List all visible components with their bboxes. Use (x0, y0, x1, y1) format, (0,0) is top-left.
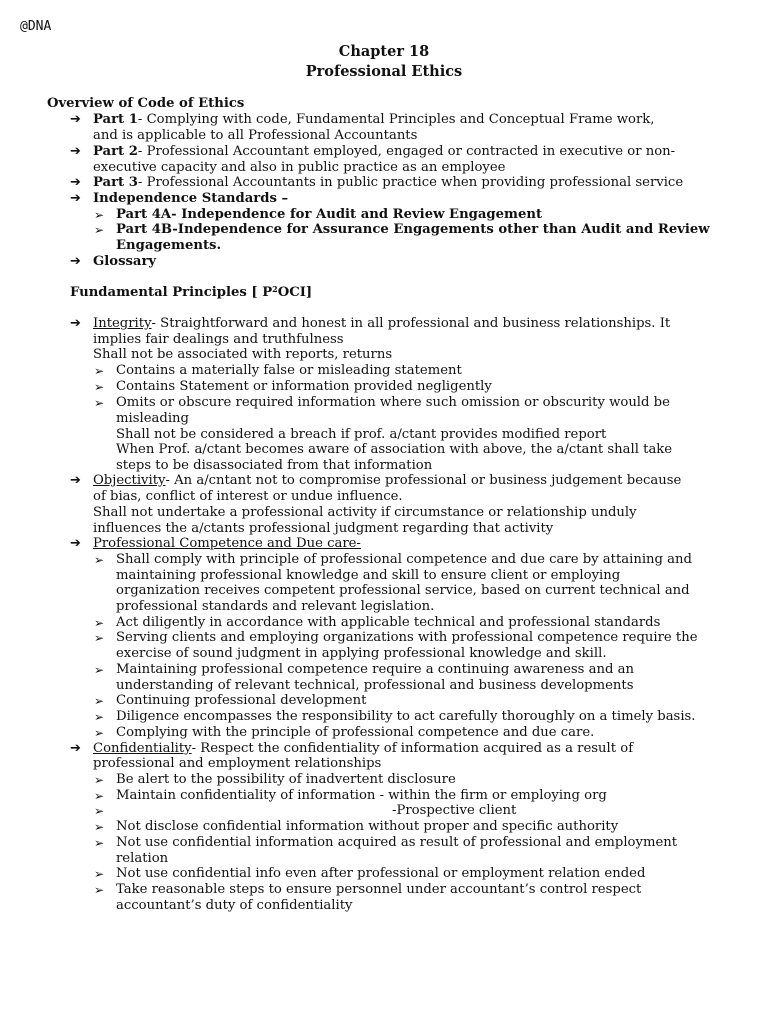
competence-bullet: Act diligently in accordance with applicable technical and professional standards (116, 615, 661, 630)
confidentiality-text: - Respect the confidentiality of information acquired as a result of (191, 741, 634, 756)
part4b-item-cont: Engagements. (116, 238, 222, 253)
competence-bullet-cont: exercise of sound judgment in applying professional knowledge and skill. (116, 646, 607, 661)
objectivity-item (93, 473, 681, 489)
integrity-term: Integrity (93, 316, 152, 331)
bullet-icon: ➢ (94, 789, 105, 803)
part3-text: - Professional Accountants in public practice when providing professional service (137, 175, 684, 190)
chapter-title: Chapter 18 (338, 43, 430, 60)
confidentiality-bullet-cont: accountant’s duty of confidentiality (116, 898, 353, 913)
confidentiality-text-cont: professional and employment relationships (93, 756, 382, 771)
competence-bullet-cont: professional standards and relevant legislation. (116, 599, 435, 614)
bullet-icon: ➢ (94, 836, 105, 850)
integrity-note: Shall not be associated with reports, returns (93, 347, 393, 362)
bullet-icon: ➢ (94, 380, 105, 394)
objectivity-text-cont: Shall not undertake a professional activity if circumstance or relationship unduly (93, 505, 637, 520)
arrow-icon: ➔ (70, 175, 81, 190)
part2-text-cont: executive capacity and also in public practice as an employee (93, 160, 506, 175)
fundamentals-heading-b: OCI] (277, 285, 313, 300)
bullet-icon: ➢ (94, 208, 105, 222)
competence-bullet: Complying with the principle of professional competence and due care. (116, 725, 595, 740)
competence-bullet: Maintaining professional competence require a continuing awareness and an (116, 662, 634, 677)
bullet-icon: ➢ (94, 883, 105, 897)
bullet-icon: ➢ (94, 773, 105, 787)
integrity-bullet: Omits or obscure required information where such omission or obscurity would be (116, 395, 670, 410)
competence-bullet-cont: maintaining professional knowledge and skill to ensure client or employing (116, 568, 621, 583)
arrow-icon: ➔ (70, 536, 81, 551)
integrity-bullet-cont: steps to be disassociated from that information (116, 458, 433, 473)
part3-item (93, 175, 683, 191)
confidentiality-bullet: Take reasonable steps to ensure personnel under accountant’s control respect (116, 882, 642, 897)
bullet-icon: ➢ (94, 631, 105, 645)
arrow-icon: ➔ (70, 254, 81, 269)
part1-text-cont: and is applicable to all Professional Accountants (93, 128, 418, 143)
bullet-icon: ➢ (94, 223, 105, 237)
bullet-icon: ➢ (94, 804, 105, 818)
integrity-bullet-cont: Shall not be considered a breach if prof. a/ctant provides modified report (116, 427, 607, 442)
competence-bullet: Continuing professional development (116, 693, 367, 708)
confidentiality-bullet: Not use confidential info even after professional or employment relation ended (116, 866, 646, 881)
competence-bullet: Shall comply with principle of professional competence and due care by attaining and (116, 552, 692, 567)
bullet-icon: ➢ (94, 616, 105, 630)
bullet-icon: ➢ (94, 710, 105, 724)
objectivity-text-cont: of bias, conflict of interest or undue influence. (93, 489, 403, 504)
part3-label: Part 3 (93, 175, 138, 190)
confidentiality-bullet: -Prospective client (392, 803, 517, 818)
bullet-icon: ➢ (94, 867, 105, 881)
objectivity-term: Objectivity (93, 473, 166, 488)
part2-text: - Professional Accountant employed, engaged or contracted in executive or non- (137, 144, 676, 159)
confidentiality-bullet-cont: relation (116, 851, 169, 866)
integrity-bullet: Contains a materially false or misleading statement (116, 363, 462, 378)
bullet-icon: ➢ (94, 820, 105, 834)
part4a-item: Part 4A- Independence for Audit and Review Engagement (116, 207, 543, 222)
confidentiality-bullet: Maintain confidentiality of information - within the firm or employing org (116, 788, 607, 803)
competence-bullet-cont: organization receives competent professional service, based on current technical and (116, 583, 690, 598)
arrow-icon: ➔ (70, 316, 81, 331)
confidentiality-term: Confidentiality (93, 741, 192, 756)
fundamentals-heading (70, 285, 312, 301)
watermark: @DNA (20, 19, 52, 34)
part1-text: - Complying with code, Fundamental Principles and Conceptual Frame work, (137, 112, 655, 127)
integrity-text: - Straightforward and honest in all professional and business relationships. It (151, 316, 671, 331)
fundamentals-heading-sup: 2 (272, 284, 278, 294)
integrity-bullet-cont: When Prof. a/ctant becomes aware of association with above, the a/ctant shall take (116, 442, 673, 457)
glossary-item: Glossary (93, 254, 157, 269)
integrity-bullet: Contains Statement or information provided negligently (116, 379, 492, 394)
part1-label: Part 1 (93, 112, 138, 127)
bullet-icon: ➢ (94, 364, 105, 378)
competence-bullet: Serving clients and employing organizations with professional competence require the (116, 630, 698, 645)
confidentiality-bullet: Not use confidential information acquired as result of professional and employment (116, 835, 678, 850)
integrity-text-cont: implies fair dealings and truthfulness (93, 332, 344, 347)
independence-item: Independence Standards – (93, 191, 289, 206)
integrity-bullet-cont: misleading (116, 411, 189, 426)
bullet-icon: ➢ (94, 396, 105, 410)
overview-heading: Overview of Code of Ethics (47, 96, 245, 111)
arrow-icon: ➔ (70, 473, 81, 488)
competence-bullet-cont: understanding of relevant technical, professional and business developments (116, 678, 634, 693)
integrity-item (93, 316, 670, 332)
objectivity-text-cont: influences the a/ctants professional judgment regarding that activity (93, 521, 554, 536)
chapter-subject: Professional Ethics (305, 63, 463, 80)
confidentiality-bullet: Be alert to the possibility of inadvertent disclosure (116, 772, 456, 787)
bullet-icon: ➢ (94, 694, 105, 708)
confidentiality-item (93, 741, 633, 757)
arrow-icon: ➔ (70, 191, 81, 206)
arrow-icon: ➔ (70, 144, 81, 159)
bullet-icon: ➢ (94, 553, 105, 567)
part2-item (93, 144, 675, 160)
part2-label: Part 2 (93, 144, 138, 159)
bullet-icon: ➢ (94, 663, 105, 677)
arrow-icon: ➔ (70, 112, 81, 127)
competence-item (93, 536, 361, 552)
confidentiality-bullet: Not disclose confidential information without proper and specific authority (116, 819, 619, 834)
fundamentals-heading-a: Fundamental Principles [ P (70, 285, 273, 300)
competence-bullet: Diligence encompasses the responsibility to act carefully thoroughly on a timely basis. (116, 709, 696, 724)
objectivity-text: - An a/cntant not to compromise professional or business judgement because (165, 473, 682, 488)
arrow-icon: ➔ (70, 741, 81, 756)
bullet-icon: ➢ (94, 726, 105, 740)
part4b-item: Part 4B-Independence for Assurance Engagements other than Audit and Review (116, 222, 710, 237)
competence-term: Professional Competence and Due care- (93, 536, 361, 551)
part1-item (93, 112, 654, 128)
